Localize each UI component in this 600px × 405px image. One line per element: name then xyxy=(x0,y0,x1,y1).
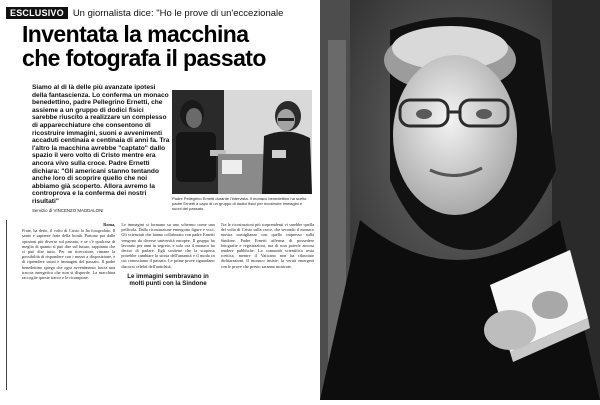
body-columns xyxy=(22,222,314,394)
body-column-1-text: Frate, ha detto, il volto di Cristo lo ha fotografato. Il santo e sapiente frate della bontà. Partono poi dalle opinioni più diverse sul passato, e se c'è qualcosa di meglio di quanto si può dire sul futuro, sappiamo che si può dire tutto. Per un ricercatore, rimane la possibilità di rispondere con i mezzi a disposizione, e di riprendere suoni e immagini del passato. Il padre benedettino spiega che ogni avvenimento lascia una traccia energetica che non si disperde. La macchina raccoglie queste tracce e le ricompone. xyxy=(22,228,116,281)
byline: Servizio di VINCENZO MADDALONI xyxy=(32,208,104,213)
body-column-2-text: Le immagini si formano su uno schermo come una pellicola. Dalla ricostruzione emergono figure e voci. Gli scienziati che hanno collaborato con padre Ernetti vengono da diverse università europee. Il gruppo ha lavorato per anni in segreto, e solo ora il monaco ha deciso di parlare. Egli sostiene che la scoperta potrebbe cambiare la storia dell'umanità e il modo in cui conosciamo il passato. Le prime prove riguardano discorsi celebri dell'antichità. xyxy=(121,222,215,269)
subheading: Le immagini sembravano in molti punti con la Sindone xyxy=(127,272,209,287)
kicker-text: Un giornalista dice: "Ho le prove di un'eccezionale xyxy=(72,7,284,19)
portrait-photo xyxy=(320,0,600,400)
headline xyxy=(22,22,312,70)
headline-line-2: che fotografa il passato xyxy=(22,45,266,71)
kicker-row xyxy=(6,6,283,20)
headline-line-1: Inventata la macchina xyxy=(22,21,249,47)
interview-photo xyxy=(172,90,312,194)
portrait-photo-image xyxy=(320,0,600,400)
column-rule xyxy=(6,220,7,390)
exclusive-badge: ESCLUSIVO xyxy=(6,7,68,19)
body-column-3-text: Tra le ricostruzioni più sorprendenti vi sarebbe quella del volto di Cristo sulla croce, che secondo il monaco mostra somiglianze con quello impresso sulla Sindone. Padre Ernetti afferma di possedere fotografie e registrazioni, ma di non poterle ancora rendere pubbliche. La comunità scientifica resta scettica, mentre il Vaticano non ha rilasciato dichiarazioni. Il monaco insiste: la verità emergerà con le prove che presto saranno mostrate. xyxy=(220,222,314,269)
body-column-2 xyxy=(121,222,214,394)
lead-paragraph: Siamo al di là delle più avanzate ipotesi della fantascienza. Lo conferma un monaco benedettino, padre Pellegrino Ernetti, che assieme a un gruppo di dodici fisici sarebbe riuscito a realizzare un complesso di apparecchiature che consentono di ricostruire immagini, suoni e avvenimenti accaduti centinaia e centinaia di anni fa. Tra l'altro la macchina avrebbe "captato" dallo spazio il vero volto di Cristo mentre era ancora vivo sulla croce. Padre Ernetti dichiara: "Gli americani stanno tentando anche loro di scoprire quello che noi abbiamo già scoperto. Allora avremo la controprova e la conferma dei nostri risultati" xyxy=(32,84,170,205)
interview-photo-image xyxy=(172,90,312,194)
body-column-3 xyxy=(221,222,314,394)
body-column-1 xyxy=(22,222,115,394)
dateline: Roma, xyxy=(103,222,116,227)
photo-caption: Padre Pellegrino Ernetti durante l'intervista. Il monaco benedettino ha scelto padre Ernetti a capo di un gruppo di dodici fisici per ricostruire immagini e suoni del passato. xyxy=(172,196,307,211)
